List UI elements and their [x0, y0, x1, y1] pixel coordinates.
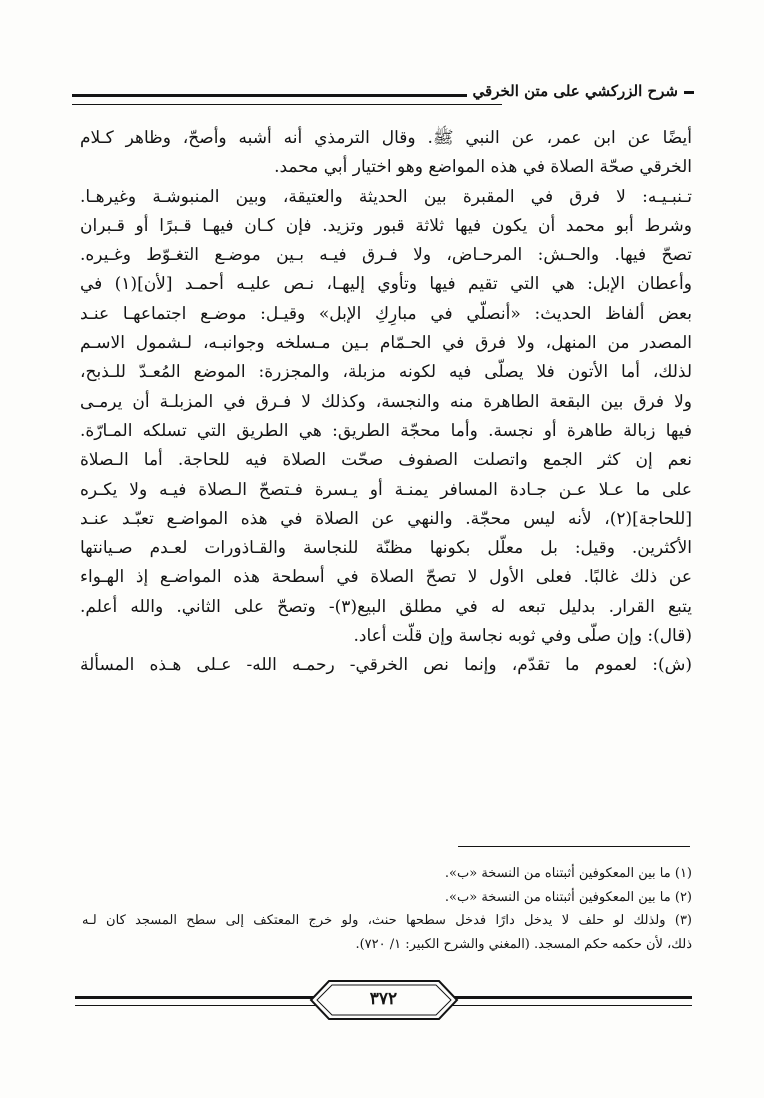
- text-line: وأعطان الإبل: هي التي تقيم فيها وتأوي إليهـا، نـص عليـه أحمـد [لأن](١) في: [80, 274, 692, 295]
- text-line: على ما عـلا عـن جـادة المسافر يمنـة أو يـسرة فـتصحّ الـصلاة فيـه ولا يكـره: [80, 479, 692, 500]
- text-line: ولا فرق بين البقعة الطاهرة منه والنجسة، وكذلك لا فـرق في المزبلـة أن يرمـى: [80, 391, 692, 412]
- text-line: وشرط أبو محمد أن يكون فيها ثلاثة قبور وتزيد. فإن كـان فيهـا قـبرًا أو قـبران: [80, 215, 692, 236]
- page-number: ٣٧٢: [369, 989, 398, 1009]
- header-rule: [72, 94, 502, 105]
- header-dash: [684, 91, 694, 94]
- text-line-sharh: (ش): لعموم ما تقدّم، وإنما نص الخرقي- رحمـه الله- عـلى هـذه المسألة: [80, 655, 692, 676]
- text-line: الأكثرين. وقيل: بل معلّل بكونها مظنّة للنجاسة والقـاذورات لعـدم صـيانتها: [80, 538, 692, 559]
- page-footer: [75, 978, 692, 1028]
- text-line: عن ذلك غالبًا. فعلى الأول لا تصحّ الصلاة في أسطحة هذه المواضـع إذ الهـواء: [80, 567, 692, 588]
- text-line: فيها زبالة طاهرة أو نجسة. وأما محجّة الطريق: هي الطريق التي تسلكه المـارّة.: [80, 420, 692, 441]
- footnote-separator: [458, 846, 690, 847]
- text-line: نعم إن كثر الجمع واتصلت الصفوف صحّت الصلاة فيه للحاجة. أما الـصلاة: [80, 450, 692, 471]
- footer-rule-left: [75, 996, 325, 1006]
- text-line-qala: (قال): وإن صلّى وفي ثوبه نجاسة وإن قلّت أعاد.: [353, 626, 692, 647]
- footnotes: [82, 862, 692, 956]
- text-line: لذلك، أما الأتون فلا يصلّى فيه لكونه مزبلة، والمجزرة: الموضع المُعـدّ للـذبح،: [80, 362, 692, 383]
- text-line: بعض ألفاظ الحديث: «أنصلّي في مبارِكِ الإبل» وقيـل: موضـع اجتماعهـا عنـد: [80, 303, 692, 324]
- text-line: أيضًا عن ابن عمر، عن النبي ﷺ. وقال الترمذي أنه أشبه وأصحّ، وظاهر كـلام: [80, 128, 692, 148]
- footnote-3: (٣) ولذلك لو حلف لا يدخل دارًا فدخل سطحها حنث، ولو خرج المعتكف إلى سطح المسجد كان لـه: [82, 913, 692, 928]
- text-line: [للحاجة](٢)، لأنه ليس محجّة. والنهي عن الصلاة في هذه المواضـع تعبّـد عنـد: [80, 508, 692, 529]
- text-line: يتبع القرار. بدليل تبعه له في مطلق البيع(٣)- وتصحّ على الثاني. والله أعلم.: [80, 596, 692, 617]
- text-line-tanbih: تـنبـيـه: لا فرق في المقبرة بين الحديثة والعتيقة، وبين المنبوشـة وغيرهـا.: [80, 186, 692, 207]
- running-header: [72, 82, 694, 106]
- main-text: [80, 124, 692, 681]
- footer-rule-right: [442, 996, 692, 1006]
- footnote-1: (١) ما بين المعكوفين أثبتناه من النسخة «ب».: [444, 866, 692, 881]
- text-line: المصدر من المنهل، ولا فرق في الحـمّام بـين مـسلخه وجوانبـه، لـشمول الاسـم: [80, 333, 692, 354]
- header-title: شرح الزركشي على متن الخرقي: [467, 82, 678, 100]
- text-line: الخرقي صحّة الصلاة في هذه المواضع وهو اختيار أبي محمد.: [274, 157, 692, 178]
- text-line: تصحّ فيها. والحـش: المرحـاض، ولا فـرق فيـه بـين موضـع التغـوّط وغـيره.: [80, 245, 692, 266]
- footnote-3-continued: ذلك، لأن حكمه حكم المسجد. (المغني والشرح الكبير: ١/ ٧٢٠).: [355, 936, 692, 952]
- page-number-frame: [309, 978, 459, 1022]
- footnote-2: (٢) ما بين المعكوفين أثبتناه من النسخة «ب».: [444, 889, 692, 905]
